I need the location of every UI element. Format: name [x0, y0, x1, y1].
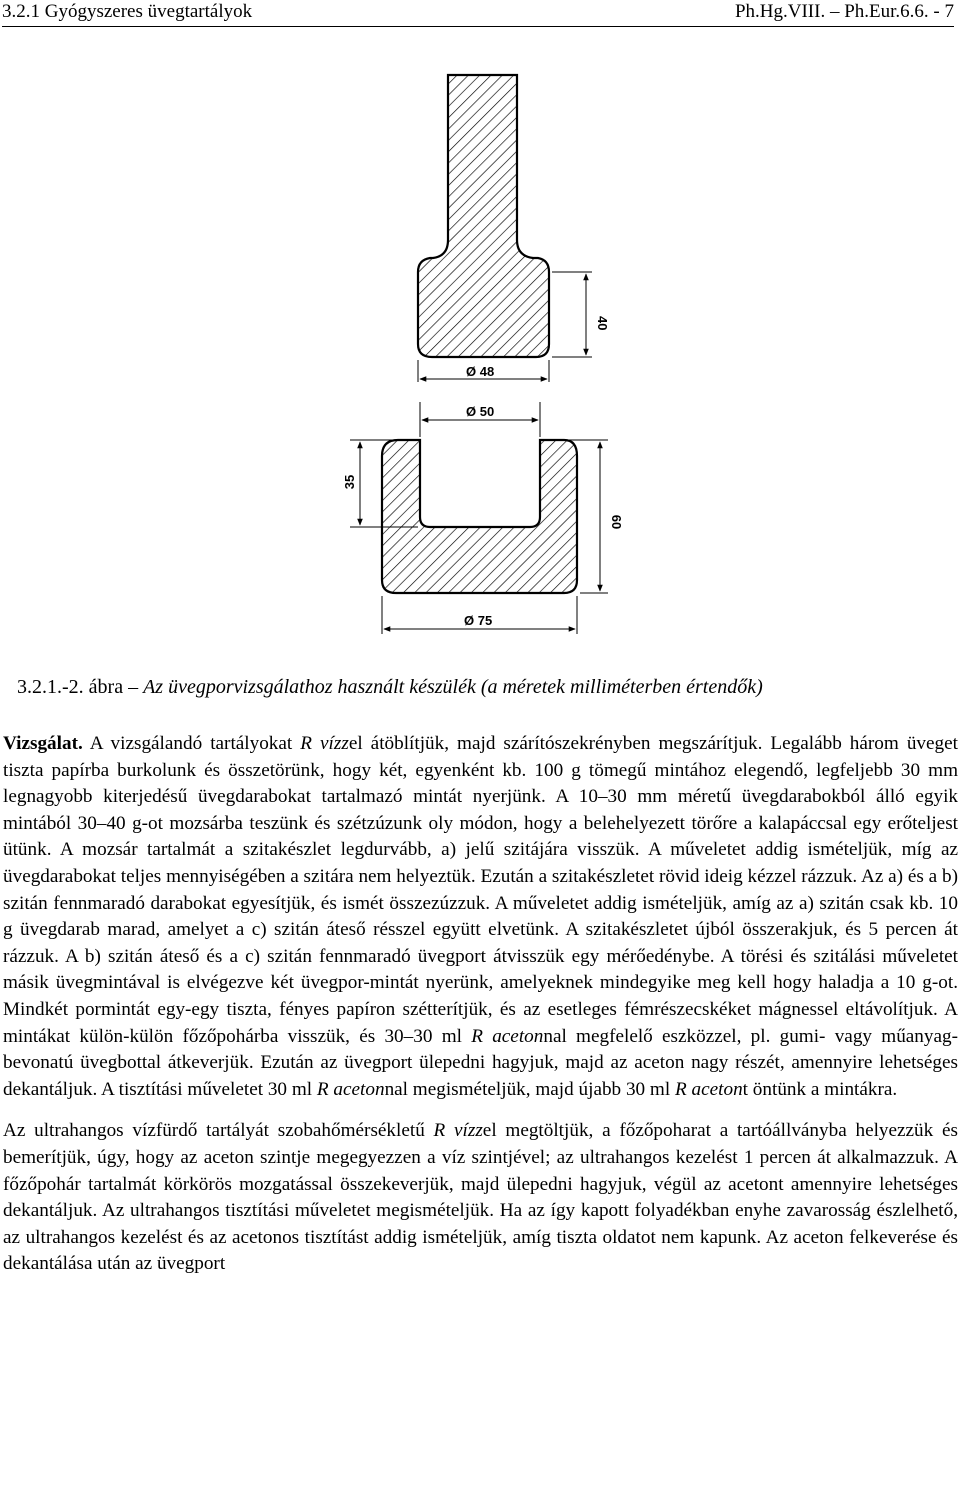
dimension-h40	[552, 272, 610, 357]
text-run: el átöblítjük, majd szárítószekrényben megszárítjuk. Legalább három üveget tiszta papírba burkolunk és összetörünk, hogy két, egyenként kb. 100 g tömegű mintához elegendő, legfeljebb 30 mm legnagyobb kiterjedésű üvegdarabokat tartalmazó mintát nyerjünk. A 10–30 mm méretű üvegdarabokból álló egyik mintából 30–40 g-ot mozsárba teszünk és szétzúzunk oly módon, hogy a belehelyezett törőre a kalapáccsal egy erőteljest ütünk. A mozsár tartalmát a szitakészlet legdurvább, a) jelű szitájára visszük. A műveletet addig ismételjük, míg az üvegdarabokat teljes mennyiségében a szitára nem helyeztük. Ezután a szitakészletet rövid ideig kézzel rázzuk. Az a) és a b) szitán fennmaradó darabokat egyesítjük, és ismét összezúzzuk. A műveletet addig ismételjük, amíg az a) szitán csak kb. 10 g üvegdarab marad, amelyet a c) szitán áteső résszel együtt elvetünk. A szitakészletet újból összerakjuk, és 5 percen át rázzuk. A b) szitán áteső és a c) szitán fennmaradó üvegport átvisszük egy mérőedénybe. A törési és szitálási műveletet másik üvegmintával is elvégezve két üvegpor-mintát nyerünk, amelyeknek mindegyike meg kell hogy haladja a 10 g-ot. Mindkét pormintát egy-egy tiszta, fényes papíron szétterítjük, és az esetleges fémrészecskéket mágnessel eltávolítjuk. A mintákat külön-külön főzőpohárba visszük, és 30–30 ml	[3, 733, 958, 1047]
caption-number: 3.2.1.-2. ábra –	[17, 676, 144, 698]
dimension-d48	[418, 360, 549, 382]
caption-text: Az üvegporvizsgálathoz használt készülék (a méretek milliméterben értendők)	[143, 676, 763, 698]
paragraph	[3, 1118, 958, 1278]
dimension-label-d50: Ø 50	[466, 404, 495, 419]
header-page-reference: Ph.Hg.VIII. – Ph.Eur.6.6. - 7	[734, 1, 954, 22]
dimension-label-h40: 40	[595, 316, 610, 331]
mortar-drawing	[382, 440, 577, 593]
text-run: nal megismételjük, majd újabb 30 ml	[384, 1078, 675, 1100]
figure-caption	[17, 675, 763, 699]
dimension-label-h60: 60	[609, 514, 624, 530]
text-run: R vízz	[300, 733, 349, 754]
dimension-d50	[420, 402, 540, 437]
pestle-drawing	[418, 75, 549, 357]
dimension-label-h35: 35	[342, 474, 357, 490]
text-run: t öntünk a mintákra.	[742, 1078, 898, 1100]
dimension-label-d48: Ø 48	[466, 364, 495, 379]
text-run: R aceton	[316, 1078, 385, 1100]
text-run: A vizsgálandó tartályokat	[82, 733, 301, 754]
dimension-label-d75: Ø 75	[464, 613, 493, 628]
paragraph	[3, 731, 958, 1103]
page-header	[2, 0, 954, 27]
text-run: R aceton	[471, 1025, 544, 1047]
text-run: nal megfelelő eszközzel, pl. gumi- vagy műanyag-bevonatú üvegbottal átkeverjük. Ezután az üvegport ülepedni hagyjuk, majd az aceton nagy részét, amennyire lehetséges dekantáljuk. A tisztítási műveletet 30 ml	[3, 1025, 958, 1100]
text-run: el megtöltjük, a főzőpoharat a tartóállványba helyezzük és bemerítjük, úgy, hogy az aceton szintje megegyezzen a víz szintjével; az ultrahangos kezelést 1 percen át alkalmazzuk. A főzőpohár tartalmát körkörös mozgatással összekeverjük, majd ülepedni hagyjuk, végül az acetont amennyire lehetséges dekantáljuk. Az ultrahangos tisztítási műveletet megismételjük. Ha az így kapott folyadékban enyhe zavarosság észlelhető, az ultrahangos kezelést és az acetonos tisztítást addig ismételjük, amíg tiszta oldatot nem kapunk. Az aceton felkeverése és dekantálása után az üvegport	[3, 1120, 958, 1275]
header-section-title: 3.2.1 Gyógyszeres üvegtartályok	[2, 1, 253, 22]
text-run: R aceton	[675, 1078, 743, 1100]
dimension-d75	[382, 596, 577, 634]
text-run: Vizsgálat.	[3, 733, 83, 754]
text-run: R vízz	[433, 1120, 483, 1142]
text-run: Az ultrahangos vízfürdő tartályát szobahőmérsékletű	[3, 1120, 434, 1142]
body-text	[3, 731, 958, 1278]
apparatus-drawing	[0, 40, 960, 640]
